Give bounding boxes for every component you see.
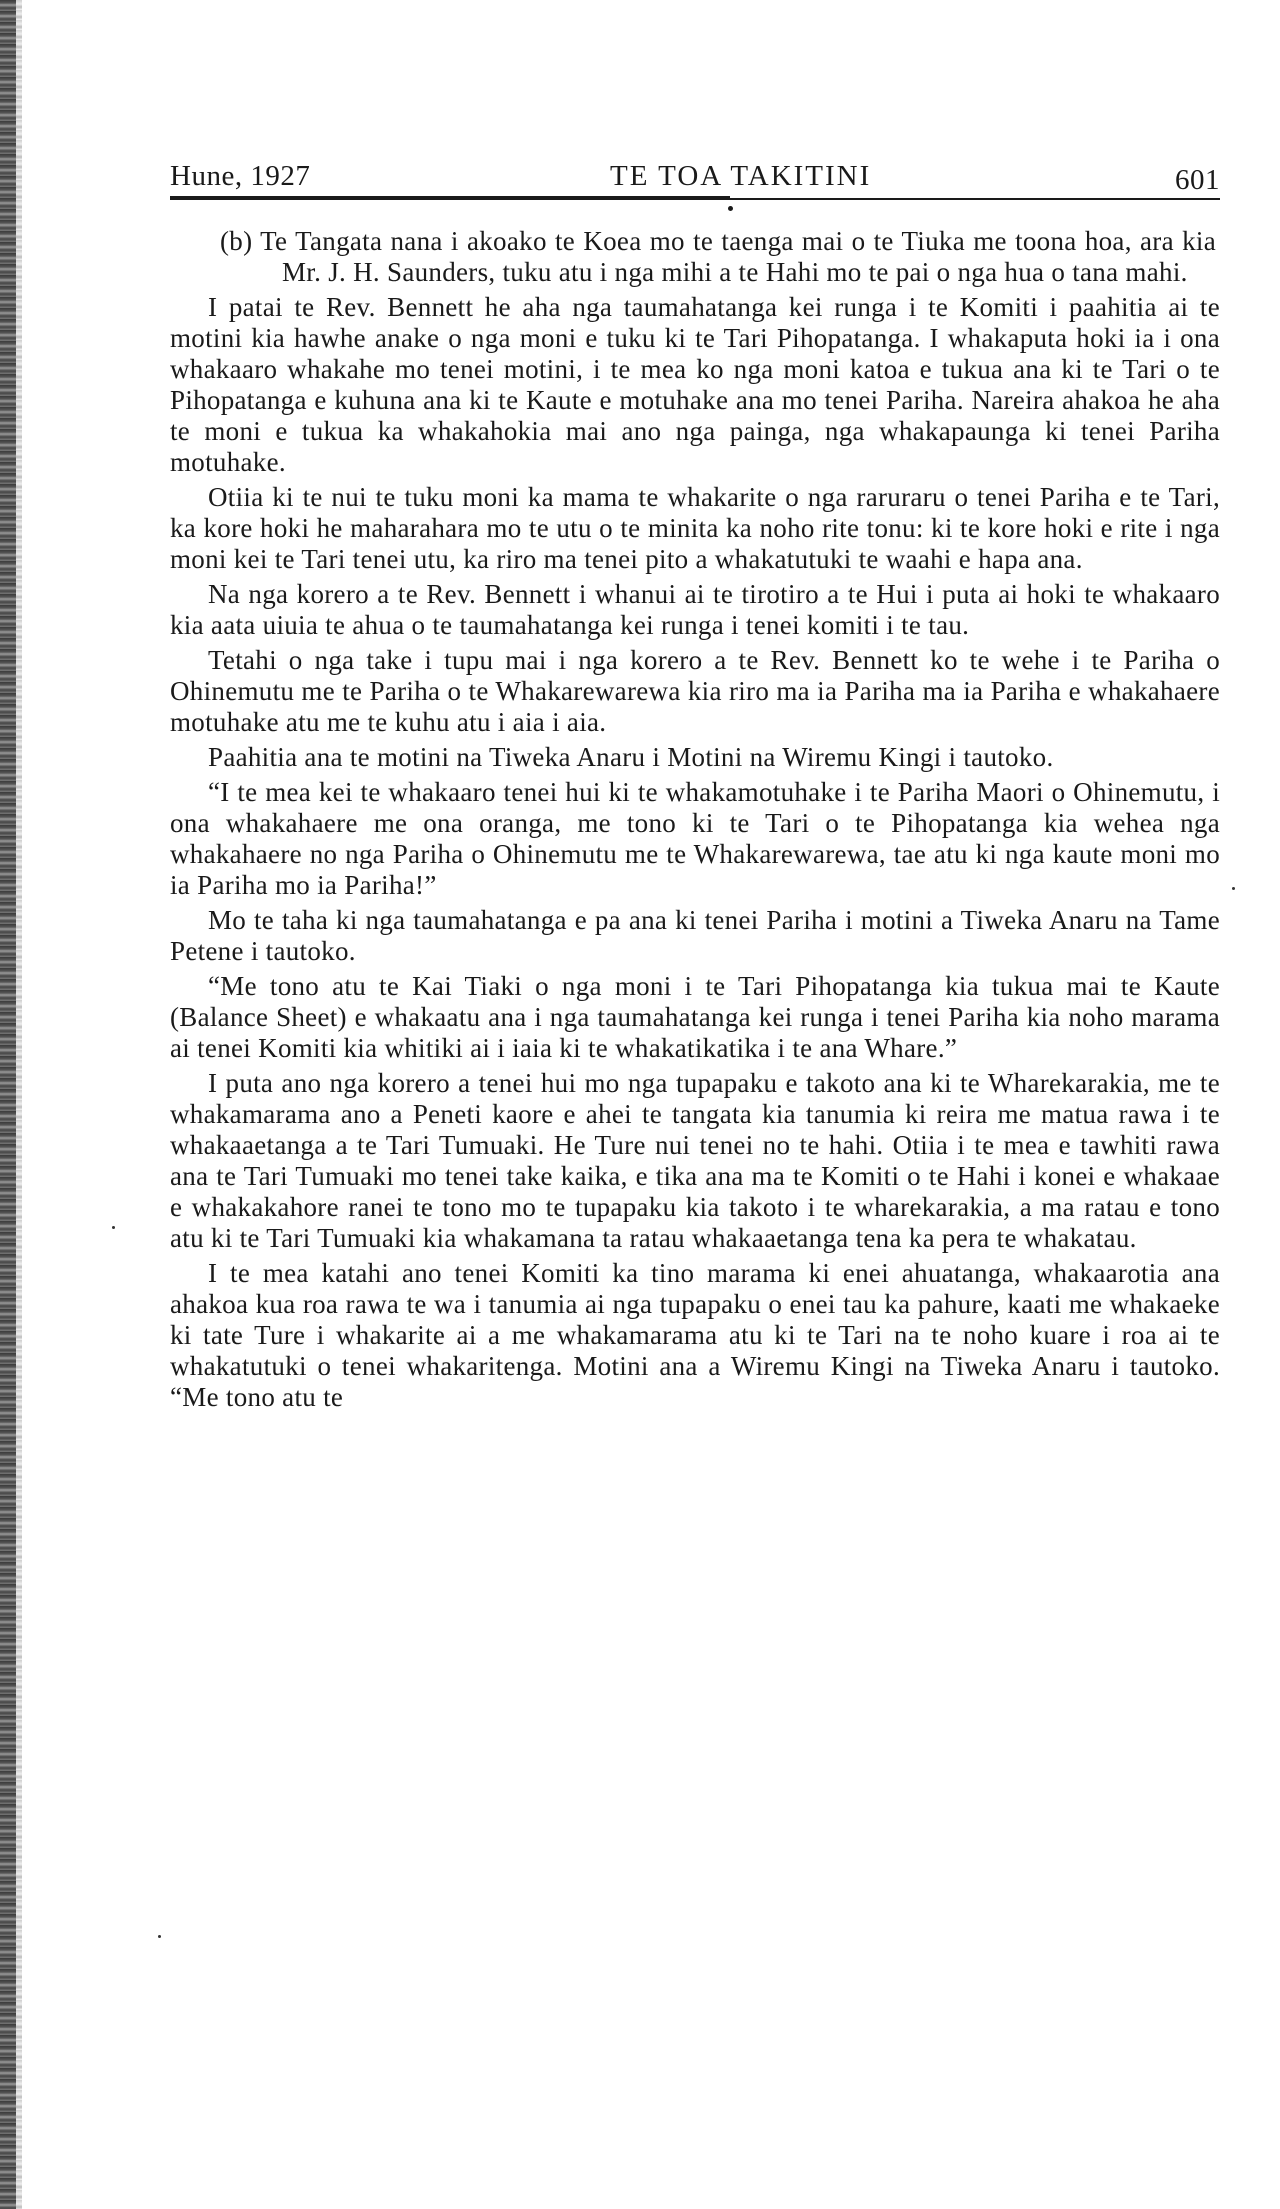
margin-speck — [1232, 887, 1235, 890]
header-date: Hune, 1927 — [170, 160, 311, 192]
paragraph: Otiia ki te nui te tuku moni ka mama te whakarite o nga raruraru o tenei Pariha e te Tari, ka kore hoki he maharahara mo te utu o te minita ka noho rite tonu: ki te kore hoki e rite i nga moni kei te Tari tenei utu, ka riro ma tenei pito a whakatutuki te waahi e hapa ana. — [170, 482, 1220, 574]
margin-speck — [112, 1226, 115, 1229]
header-rule-dot — [728, 206, 733, 211]
paragraph: Na nga korero a te Rev. Bennett i whanui ai te tirotiro a te Hui i puta ai hoki te whakaaro kia aata uiuia te ahua o te taumahatanga kei runga i tenei komiti i te tau. — [170, 579, 1220, 640]
paragraph: I patai te Rev. Bennett he aha nga taumahatanga kei runga i te Komiti i paahitia ai te motini kia hawhe anake o nga moni e tuku ki te Tari Pihopatanga. I whakaputa hoki ia i ona whakaaro whakahe mo tenei motini, i te mea ko nga moni katoa e tukua ana ki te Tari o te Pihopatanga e kuhuna ana ki te Kaute e motuhake ana mo tenei Pariha. Nareira ahakoa he aha te moni e tukua ka whakahokia mai ano nga painga, nga whakapaunga ki tenei Pariha motuhake. — [170, 292, 1220, 477]
header-title: TE TOA TAKITINI — [610, 160, 872, 192]
margin-speck — [158, 1935, 161, 1938]
paragraph: Tetahi o nga take i tupu mai i nga korero a te Rev. Bennett ko te wehe i te Pariha o Ohinemutu me te Pariha o te Whakarewarewa kia riro ma ia Pariha ma ia Pariha e whakahaere motuhake atu me te kuhu atu i aia i aia. — [170, 645, 1220, 737]
binding-edge-inner — [16, 0, 22, 2209]
paragraph: I puta ano nga korero a tenei hui mo nga tupapaku e takoto ana ki te Wharekarakia, me te whakamarama ano a Peneti kaore e ahei te tangata kia tanumia ki reira me matua rawa i te whakaaetanga a te Tari Tumuaki. He Ture nui tenei no te hahi. Otiia i te mea e tawhiti rawa ana te Tari Tumuaki mo tenei take kaika, e tika ana ma te Komiti o te Hahi i konei e whakaae e whakakahore ranei te tono mo te tupapaku kia takoto i te wharekarakia, a ma ratau e tono atu ki te Tari Tumuaki kia whakamana ta ratau whakaaetanga tena ka pera te whakatau. — [170, 1068, 1220, 1253]
body-text — [170, 226, 1220, 1413]
paragraph: “I te mea kei te whakaaro tenei hui ki te whakamotuhake i te Pariha Maori o Ohinemutu, i ona whakahaere me ona oranga, me tono ki te Tari o te Pihopatanga kia wehea nga whakahaere no nga Pariha o Ohinemutu me te Whakarewarewa, tae atu ki nga kaute moni mo ia Pariha mo ia Pariha!” — [170, 777, 1220, 900]
paragraph: Paahitia ana te motini na Tiweka Anaru i Motini na Wiremu Kingi i tautoko. — [208, 742, 1054, 772]
document-page — [170, 150, 1220, 1417]
paragraph: “Me tono atu te Kai Tiaki o nga moni i te Tari Pihopatanga kia tukua mai te Kaute (Balance Sheet) e whakaatu ana i nga taumahatanga kei runga i tenei Pariha kia noho marama ai tenei Komiti kia whitiki ai i iaia ki te whakatikatika i te ana Whare.” — [170, 971, 1220, 1063]
header-rule-thick — [170, 196, 730, 200]
paragraph: I te mea katahi ano tenei Komiti ka tino marama ki enei ahuatanga, whakaarotia ana ahakoa kua roa rawa te wa i tanumia ai nga tupapaku o enei tau ka pahure, kaati me whakaeke ki tate Ture i whakarite ai a me whakamarama atu ki te Tari na te noho kuare i roa ai te whakatutuki o tenei whakaritenga. Motini ana a Wiremu Kingi na Tiweka Anaru i tautoko. “Me tono atu te — [170, 1258, 1220, 1412]
paragraph: Mo te taha ki nga taumahatanga e pa ana ki tenei Pariha i motini a Tiweka Anaru na Tame Petene i tautoko. — [170, 905, 1220, 966]
header-rule-thin — [710, 198, 1220, 200]
list-item-b: (b) Te Tangata nana i akoako te Koea mo te taenga mai o te Tiuka me toona hoa, ara kia Mr. J. H. Saunders, tuku atu i nga mihi a te Hahi mo te pai o nga hua o tana mahi. — [220, 226, 1216, 287]
page-header — [170, 150, 1220, 200]
binding-edge — [0, 0, 16, 2209]
page-number: 601 — [1175, 164, 1220, 196]
